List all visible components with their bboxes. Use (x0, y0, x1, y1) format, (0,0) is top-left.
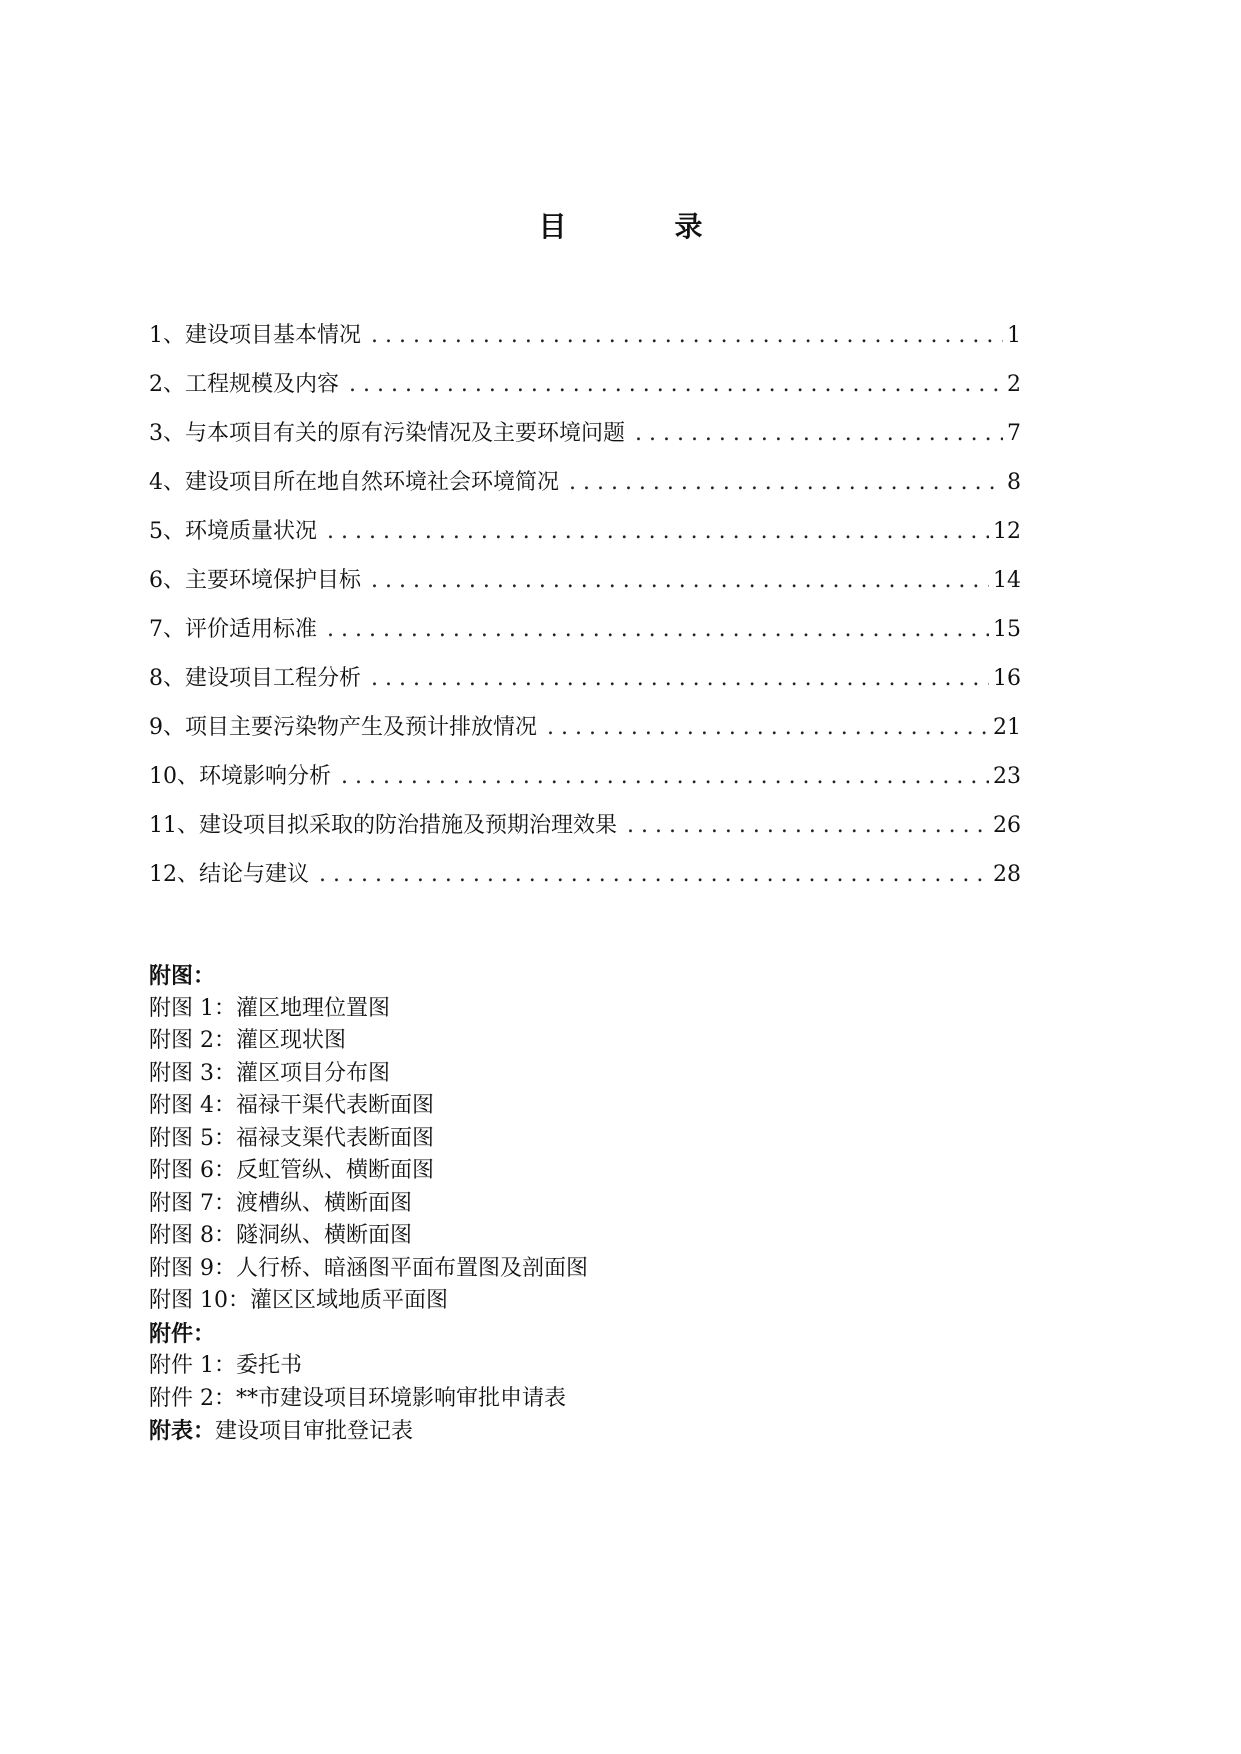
toc-entry (149, 367, 1021, 416)
toc-leader-dots (627, 813, 989, 838)
table-text: 建设项目审批登记表 (215, 1419, 414, 1444)
toc-entry (149, 710, 1021, 759)
toc-entry-label: 2、工程规模及内容 (149, 372, 339, 397)
figure-item: 附图 6：反虹管纵、横断面图 (149, 1158, 434, 1183)
toc-entry-page: 12 (993, 519, 1021, 544)
toc-entry-page: 23 (993, 764, 1021, 789)
table-line (149, 1415, 949, 1449)
toc-entry (149, 808, 1021, 857)
attachments-heading: 附件： (149, 1320, 216, 1347)
toc-leader-dots (569, 470, 1003, 495)
table-heading: 附表： (149, 1418, 216, 1444)
toc-leader-dots (349, 372, 1003, 397)
toc-entry-label: 3、与本项目有关的原有污染情况及主要环境问题 (149, 421, 625, 446)
toc-entry-label: 10、环境影响分析 (149, 764, 331, 789)
figures-heading: 附图： (149, 963, 216, 989)
toc-entry (149, 857, 1021, 906)
appendix-section (149, 960, 949, 1449)
toc-leader-dots (327, 617, 989, 642)
toc-entry-label: 4、建设项目所在地自然环境社会环境简况 (149, 470, 559, 495)
toc-leader-dots (371, 666, 989, 691)
toc-entry-label: 9、项目主要污染物产生及预计排放情况 (149, 715, 537, 740)
toc-entry-page: 14 (993, 568, 1021, 593)
toc-leader-dots (635, 421, 1003, 446)
toc-entry-page: 16 (993, 666, 1021, 691)
toc-entry-page: 8 (1007, 470, 1021, 495)
toc-entry-page: 2 (1007, 372, 1021, 397)
toc-entry-label: 12、结论与建议 (149, 862, 309, 887)
toc-entry (149, 416, 1021, 465)
toc-entry-page: 1 (1007, 323, 1021, 348)
attachment-item: 附件 1：委托书 (149, 1353, 302, 1378)
toc-entry (149, 563, 1021, 612)
page-title: 目 录 (538, 210, 743, 243)
figure-item: 附图 7：渡槽纵、横断面图 (149, 1190, 412, 1216)
toc-entry-page: 26 (993, 813, 1021, 838)
toc-entry-label: 7、评价适用标准 (149, 617, 317, 642)
figure-item: 附图 5：福禄支渠代表断面图 (149, 1125, 434, 1151)
figure-item: 附图 8：隧洞纵、横断面图 (149, 1223, 412, 1248)
toc-entry (149, 661, 1021, 710)
figure-item: 附图 4：福禄干渠代表断面图 (149, 1093, 434, 1118)
toc-entry (149, 514, 1021, 563)
toc-entry (149, 318, 1021, 367)
toc-leader-dots (371, 568, 989, 593)
toc-leader-dots (547, 715, 989, 740)
toc-entry-label: 5、环境质量状况 (149, 519, 317, 544)
figure-item: 附图 9：人行桥、暗涵图平面布置图及剖面图 (149, 1255, 588, 1281)
toc-entry (149, 759, 1021, 808)
toc-leader-dots (341, 764, 989, 789)
toc-entry-page: 15 (993, 617, 1021, 642)
toc-entry-label: 6、主要环境保护目标 (149, 568, 361, 593)
toc-leader-dots (327, 519, 989, 544)
figure-item: 附图 10：灌区区域地质平面图 (149, 1288, 448, 1313)
toc-leader-dots (371, 323, 1003, 348)
toc-entry-page: 21 (993, 715, 1021, 740)
attachment-item: 附件 2：**市建设项目环境影响审批申请表 (149, 1385, 566, 1411)
figure-item: 附图 3：灌区项目分布图 (149, 1060, 390, 1086)
toc-entry-page: 7 (1007, 421, 1021, 446)
toc-entry (149, 612, 1021, 661)
toc-entry-label: 8、建设项目工程分析 (149, 666, 361, 691)
toc-entry-label: 11、建设项目拟采取的防治措施及预期治理效果 (149, 813, 617, 838)
figure-item: 附图 2：灌区现状图 (149, 1028, 346, 1053)
toc-list (149, 318, 1021, 906)
figure-item: 附图 1：灌区地理位置图 (149, 995, 390, 1021)
toc-entry-label: 1、建设项目基本情况 (149, 323, 361, 348)
toc-entry (149, 465, 1021, 514)
toc-leader-dots (319, 862, 989, 887)
toc-entry-page: 28 (993, 862, 1021, 887)
